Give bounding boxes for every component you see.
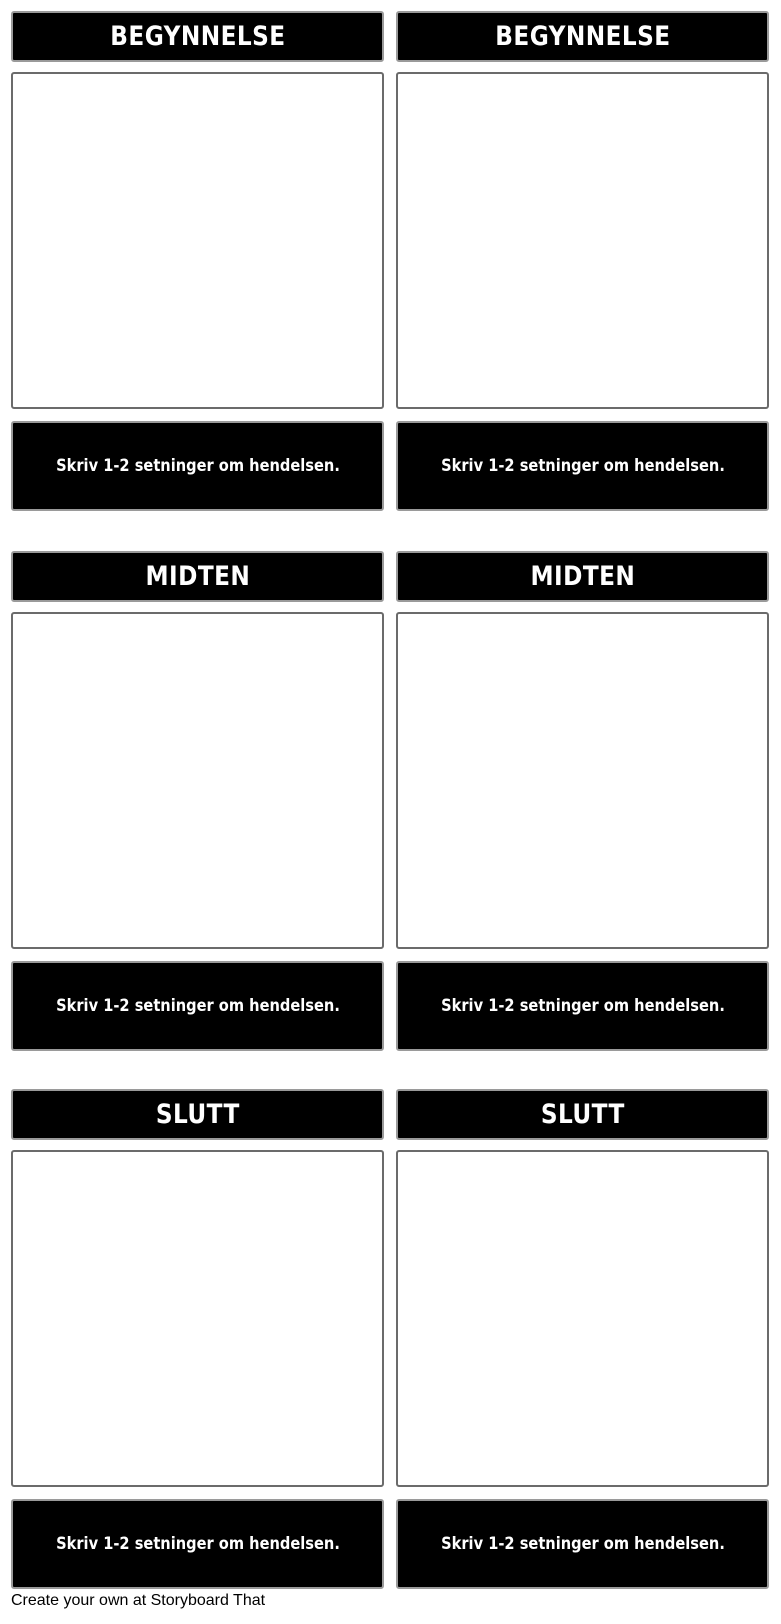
- cell-description: Skriv 1-2 setninger om hendelsen.: [440, 996, 725, 1016]
- cell-title: MIDTEN: [530, 561, 635, 592]
- cell-image-frame[interactable]: [11, 72, 384, 409]
- cell-title: MIDTEN: [145, 561, 250, 592]
- cell-title: SLUTT: [540, 1099, 625, 1130]
- storyboard-row-beginning: [0, 11, 781, 511]
- cell-title-bar[interactable]: [396, 11, 769, 62]
- cell-title-bar[interactable]: [396, 551, 769, 602]
- cell-description-bar[interactable]: [396, 421, 769, 511]
- cell-title-bar[interactable]: [11, 1089, 384, 1140]
- cell-title: SLUTT: [155, 1099, 240, 1130]
- storyboard-cell: [396, 11, 769, 511]
- cell-title: BEGYNNELSE: [109, 21, 286, 52]
- cell-title-bar[interactable]: [396, 1089, 769, 1140]
- storyboard-cell: [11, 1089, 384, 1589]
- cell-image-frame[interactable]: [11, 612, 384, 949]
- cell-description-bar[interactable]: [396, 961, 769, 1051]
- cell-description-bar[interactable]: [396, 1499, 769, 1589]
- storyboard-cell: [396, 551, 769, 1051]
- storyboard-row-middle: [0, 551, 781, 1051]
- storyboard-cell: [11, 551, 384, 1051]
- cell-title-bar[interactable]: [11, 11, 384, 62]
- cell-title: BEGYNNELSE: [494, 21, 671, 52]
- cell-image-frame[interactable]: [396, 612, 769, 949]
- cell-image-frame[interactable]: [11, 1150, 384, 1487]
- storyboard-row-end: [0, 1089, 781, 1589]
- cell-description-bar[interactable]: [11, 421, 384, 511]
- cell-description: Skriv 1-2 setninger om hendelsen.: [55, 996, 340, 1016]
- cell-image-frame[interactable]: [396, 72, 769, 409]
- cell-title-bar[interactable]: [11, 551, 384, 602]
- cell-image-frame[interactable]: [396, 1150, 769, 1487]
- cell-description-bar[interactable]: [11, 961, 384, 1051]
- cell-description: Skriv 1-2 setninger om hendelsen.: [55, 1534, 340, 1554]
- storyboard-cell: [11, 11, 384, 511]
- cell-description-bar[interactable]: [11, 1499, 384, 1589]
- storyboard-that-footer[interactable]: Create your own at Storyboard That: [11, 1592, 266, 1609]
- cell-description: Skriv 1-2 setninger om hendelsen.: [440, 456, 725, 476]
- cell-description: Skriv 1-2 setninger om hendelsen.: [440, 1534, 725, 1554]
- cell-description: Skriv 1-2 setninger om hendelsen.: [55, 456, 340, 476]
- storyboard-cell: [396, 1089, 769, 1589]
